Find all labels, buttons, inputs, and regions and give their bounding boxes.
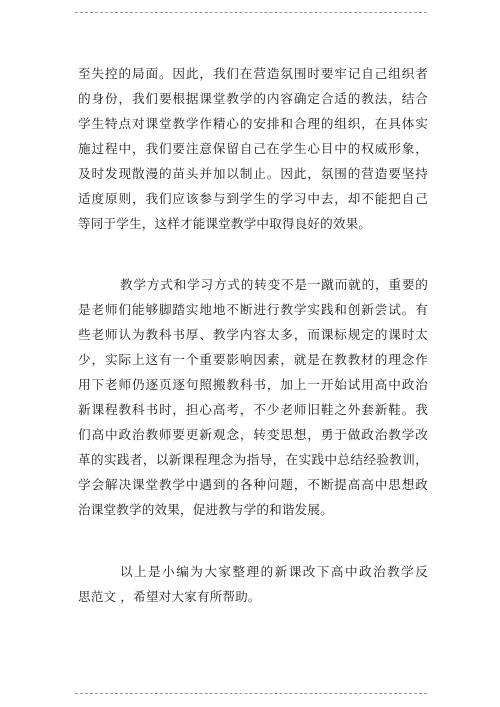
paragraph-3-line-2: 思范文 ，希望对大家有所帮助。 [78,589,261,604]
paragraph-1-line-2: 的身份，我们要根据课堂教学的内容确定合适的教法，结合 [78,91,428,106]
paragraph-1-line-1: 至失控的局面。因此，我们在营造氛围时要牢记自己组织者 [78,66,428,81]
paragraph-2-line-6: 新课程教科书时，担心高考，不少老师旧鞋之外套新鞋。我 [78,402,428,417]
paragraph-1-line-7: 等同于学生，这样才能课堂教学中取得良好的效果。 [78,216,372,231]
bottom-dashed-rule [75,693,427,694]
paragraph-2-line-3: 些老师认为教科书厚、教学内容太多，而课标规定的课时太 [78,327,428,342]
paragraph-2-line-10: 治课堂教学的效果，促进教与学的和谐发展。 [78,502,333,517]
paragraph-1-line-5: 及时发现散漫的苗头并加以制止。因此，氛围的营造要坚持 [78,166,428,181]
paragraph-2-line-7: 们高中政治教师要更新观念，转变思想，勇于做政治教学改 [78,427,428,442]
paragraph-3-line-1: 以上是小编为大家整理的新课改下高中政治教学反 [120,564,428,579]
top-dashed-rule [75,12,427,13]
paragraph-2-line-1: 教学方式和学习方式的转变不是一蹴而就的，重要的 [120,277,428,292]
paragraph-2-line-8: 革的实践者，以新课程理念为指导，在实践中总结经验教训， [78,452,428,467]
paragraph-1-line-3: 学生特点对课堂教学作精心的安排和合理的组织，在具体实 [78,116,428,131]
paragraph-2-line-9: 学会解决课堂教学中遇到的各种问题，不断提高高中思想政 [78,477,428,492]
paragraph-2-line-4: 少，实际上这有一个重要影响因素，就是在教教材的理念作 [78,352,428,367]
paragraph-2-line-5: 用下老师仍逐页逐句照搬教科书，加上一开始试用高中政治 [78,377,428,392]
paragraph-1-line-4: 施过程中，我们要注意保留自己在学生心目中的权威形象， [78,141,428,156]
paragraph-2-line-2: 是老师们能够脚踏实地地不断进行教学实践和创新尝试。有 [78,302,428,317]
paragraph-1-line-6: 适度原则，我们应该参与到学生的学习中去，却不能把自己 [78,191,428,206]
